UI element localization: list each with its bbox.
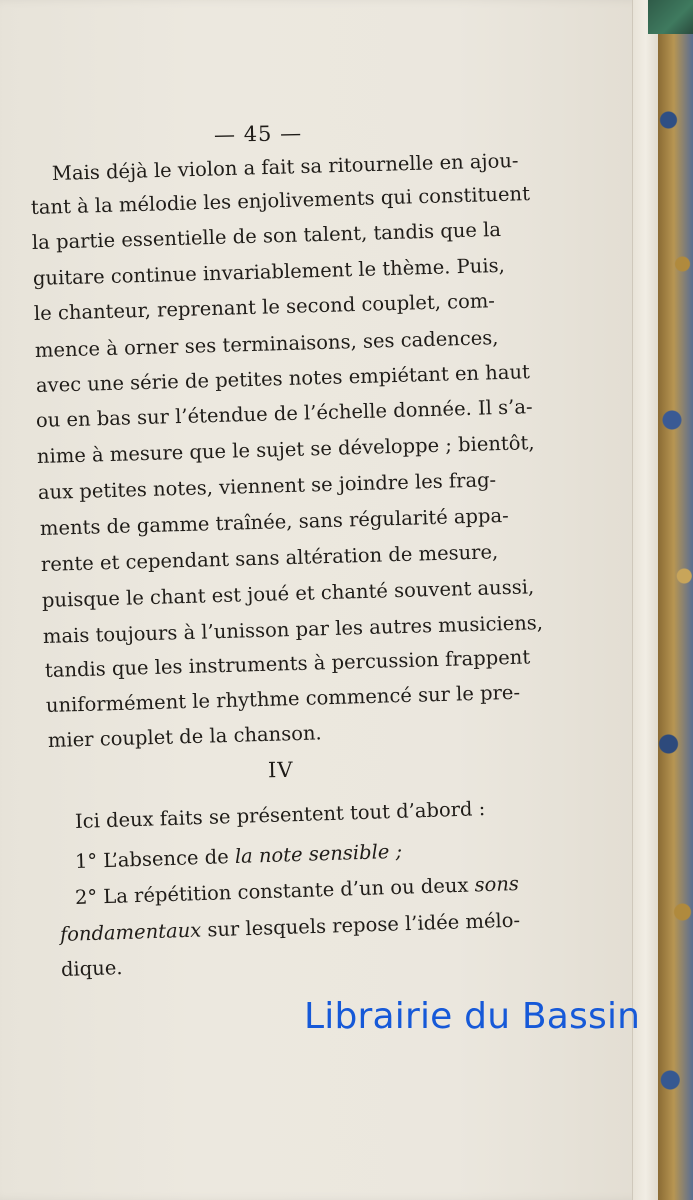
text-line: guitare continue invariablement le thème. Puis, [32,253,506,290]
list-item-2-text: 2° La répétition constante d’un ou deux [74,873,475,909]
list-item-2-italic-a: sons [474,872,520,897]
section-heading: IV [267,757,294,783]
cover-corner [648,0,693,34]
watermark-text: Librairie du Bassin [304,996,641,1037]
text-line: uniformément le rhythme commencé sur le pre- [45,680,521,717]
list-item-2-line-3: dique. [60,956,123,981]
list-item-1-italic: la note sensible ; [234,839,403,868]
text-line: ments de gamme traînée, sans régularité appa- [39,503,509,540]
list-item-2-line-2 [60,909,521,946]
page-number: — 45 — [213,121,303,147]
text-line: tandis que les instruments à percussion frappent [44,645,531,682]
text-line: puisque le chant est joué et chanté souvent aussi, [41,575,535,612]
text-line: ou en bas sur l’étendue de l’échelle donnée. Il s’a- [35,395,533,432]
text-line: mier couplet de la chanson. [47,721,322,752]
text-line: le chanteur, reprenant le second couplet, com- [33,289,496,325]
text-line: la partie essentielle de son talent, tandis que la [31,217,502,254]
text-line: aux petites notes, viennent se joindre les frag- [37,468,497,504]
text-line: mence à orner ses terminaisons, ses cadences, [34,326,499,362]
list-item-2-text-b: sur lesquels repose l’idée mélo- [200,908,521,942]
text-line: tant à la mélodie les enjolivements qui constituent [30,182,531,219]
text-line: nime à mesure que le sujet se développe ; bientôt, [36,431,535,468]
section-intro: Ici deux faits se présentent tout d’abord : [74,797,486,833]
list-item-2-line-1 [75,872,520,909]
text-line: Mais déjà le violon a fait sa ritournelle en ajou- [51,148,519,185]
text-line: mais toujours à l’unisson par les autres musiciens, [42,611,544,648]
text-line: avec une série de petites notes empiétant en haut [35,360,531,397]
list-item-2-italic-b: fondamentaux [59,918,202,946]
marbled-cover [658,0,693,1200]
list-item-1-text: 1° L’absence de [74,844,236,873]
text-line: rente et cependant sans altération de mesure, [40,540,499,576]
list-item-1 [75,840,403,873]
